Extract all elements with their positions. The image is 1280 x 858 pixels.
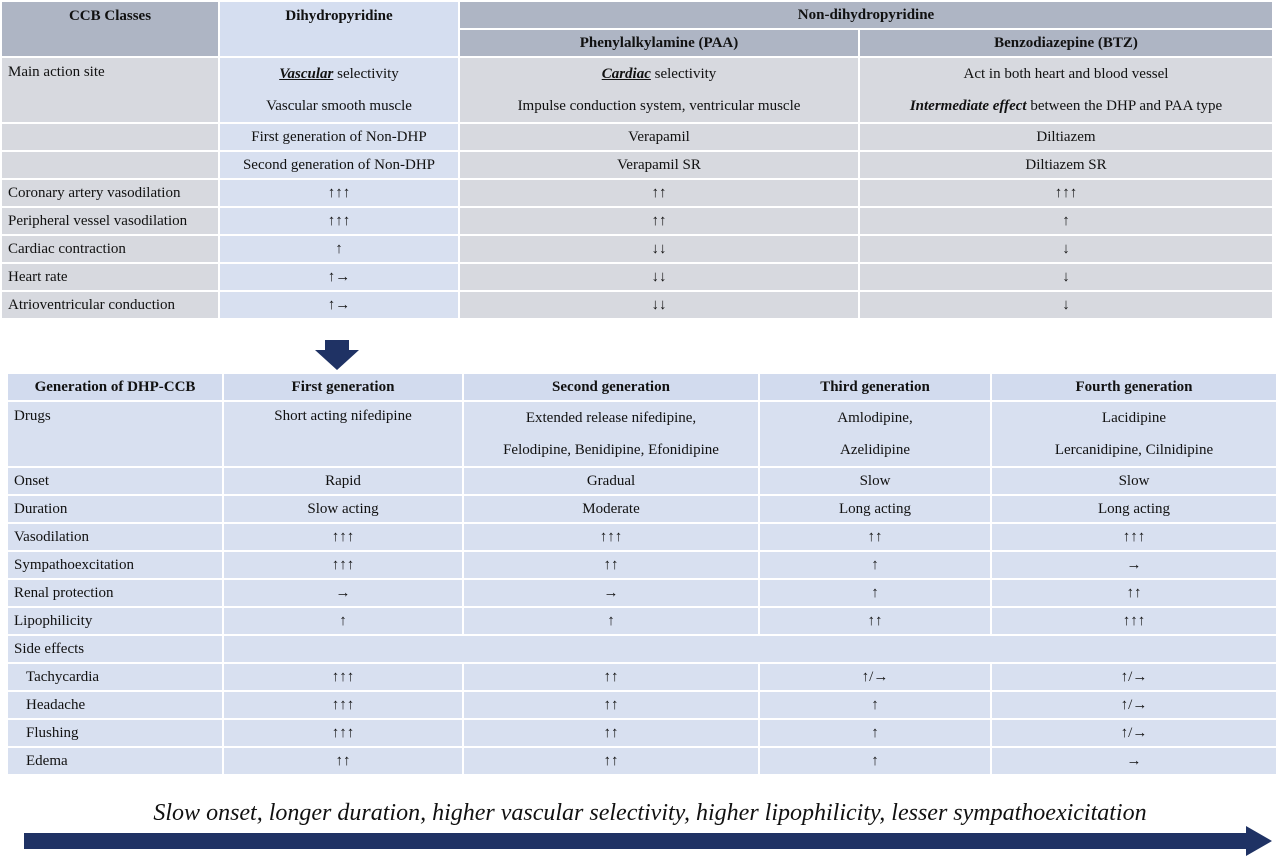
- g2-cell: ↑: [463, 607, 759, 635]
- g1-cell: ↑↑↑: [223, 719, 463, 747]
- table-row: [1, 291, 1273, 319]
- btz-cell: ↓: [859, 291, 1273, 319]
- row-label: Atrioventricular conduction: [1, 291, 219, 319]
- table-row: [7, 495, 1277, 523]
- dhp-generation-table: [6, 372, 1278, 776]
- g3-cell: ↑↑: [759, 523, 991, 551]
- dhp-cell: ↑→: [219, 291, 459, 319]
- g4-cell: ↑/→: [991, 663, 1277, 691]
- table-row: [7, 401, 1277, 467]
- table-row: [1, 123, 1273, 151]
- dhp-site-detail: Vascular smooth muscle: [266, 98, 412, 114]
- header-benzodiazepine: Benzodiazepine (BTZ): [859, 29, 1273, 57]
- g4-cell: ↑/→: [991, 691, 1277, 719]
- btz-cell: ↓: [859, 235, 1273, 263]
- dhp-site-text: selectivity: [333, 66, 399, 82]
- paa-site-text: selectivity: [650, 66, 717, 82]
- dhp-cell: ↑→: [219, 263, 459, 291]
- right-arrow-icon: [24, 826, 1274, 858]
- btz-site-text: Act in both heart and blood vessel: [963, 66, 1169, 82]
- paa-cell: ↓↓: [459, 291, 859, 319]
- g1-cell: ↑↑: [223, 747, 463, 775]
- g3-cell: Long acting: [759, 495, 991, 523]
- btz-cell: ↑: [859, 207, 1273, 235]
- table-row: [1, 179, 1273, 207]
- table-row: [7, 579, 1277, 607]
- g2-cell: Moderate: [463, 495, 759, 523]
- g4-cell: ↑↑↑: [991, 607, 1277, 635]
- table-row: [7, 467, 1277, 495]
- g3-drugs-line: Azelidipine: [840, 442, 910, 458]
- header-fourth-generation: Fourth generation: [991, 373, 1277, 401]
- btz-cell: ↑↑↑: [859, 179, 1273, 207]
- g4-cell: ↑↑↑: [991, 523, 1277, 551]
- btz-cell: Diltiazem: [859, 123, 1273, 151]
- g3-drugs: [759, 401, 991, 467]
- row-label: Lipophilicity: [7, 607, 223, 635]
- header-ccb-classes: CCB Classes: [1, 1, 219, 57]
- row-label: Flushing: [7, 719, 223, 747]
- g3-drugs-line: Amlodipine,: [837, 410, 913, 426]
- row-label: Peripheral vessel vasodilation: [1, 207, 219, 235]
- g1-cell: →: [223, 579, 463, 607]
- g1-cell: ↑↑↑: [223, 691, 463, 719]
- paa-cell: Verapamil: [459, 123, 859, 151]
- table-row: [7, 523, 1277, 551]
- g4-cell: ↑/→: [991, 719, 1277, 747]
- g2-cell: ↑↑: [463, 719, 759, 747]
- g2-drugs-line: Felodipine, Benidipine, Efonidipine: [503, 442, 719, 458]
- header-generation: Generation of DHP-CCB: [7, 373, 223, 401]
- g3-cell: ↑: [759, 551, 991, 579]
- paa-cell: ↑↑: [459, 207, 859, 235]
- side-effects-spacer: [223, 635, 1277, 663]
- row-label: Vasodilation: [7, 523, 223, 551]
- g2-cell: ↑↑: [463, 551, 759, 579]
- g1-cell: ↑↑↑: [223, 523, 463, 551]
- g3-cell: ↑↑: [759, 607, 991, 635]
- dhp-cell: First generation of Non-DHP: [219, 123, 459, 151]
- row-label: Main action site: [1, 57, 219, 123]
- g1-cell: ↑↑↑: [223, 551, 463, 579]
- btz-cell: Diltiazem SR: [859, 151, 1273, 179]
- table-row: [1, 207, 1273, 235]
- g3-cell: Slow: [759, 467, 991, 495]
- g2-cell: →: [463, 579, 759, 607]
- row-label: [1, 123, 219, 151]
- row-label: [1, 151, 219, 179]
- dhp-cell: ↑: [219, 235, 459, 263]
- dhp-cell: ↑↑↑: [219, 207, 459, 235]
- g4-cell: Slow: [991, 467, 1277, 495]
- btz-site-detail: between the DHP and PAA type: [1026, 98, 1223, 114]
- row-label: Edema: [7, 747, 223, 775]
- g1-cell: ↑↑↑: [223, 663, 463, 691]
- header-non-dihydropyridine: Non-dihydropyridine: [459, 1, 1273, 29]
- table-row: [1, 235, 1273, 263]
- g2-drugs-line: Extended release nifedipine,: [525, 410, 697, 426]
- g3-cell: ↑: [759, 691, 991, 719]
- summary-banner-text: Slow onset, longer duration, higher vascular selectivity, higher lipophilicity, lesser sympathoexicitation: [153, 800, 1147, 826]
- g4-drugs-line: Lercanidipine, Cilnidipine: [1054, 442, 1214, 458]
- paa-cell: ↓↓: [459, 263, 859, 291]
- row-label: Drugs: [7, 401, 223, 467]
- down-arrow-icon: [312, 340, 362, 372]
- intermediate-emphasis: Intermediate effect: [909, 98, 1027, 114]
- row-label: Heart rate: [1, 263, 219, 291]
- vascular-emphasis: Vascular: [279, 66, 334, 82]
- table-row: [7, 719, 1277, 747]
- g4-cell: Long acting: [991, 495, 1277, 523]
- btz-site-cell: [859, 57, 1273, 123]
- dhp-site-cell: [219, 57, 459, 123]
- table-row: [7, 607, 1277, 635]
- paa-site-cell: [459, 57, 859, 123]
- row-label: Sympathoexcitation: [7, 551, 223, 579]
- table-row: [1, 57, 1273, 123]
- header-dihydropyridine: Dihydropyridine: [219, 1, 459, 57]
- g1-drugs: Short acting nifedipine: [223, 401, 463, 467]
- row-label: Tachycardia: [7, 663, 223, 691]
- ccb-classes-table: [0, 0, 1274, 320]
- dhp-cell: ↑↑↑: [219, 179, 459, 207]
- btz-cell: ↓: [859, 263, 1273, 291]
- row-label: Headache: [7, 691, 223, 719]
- g2-cell: ↑↑: [463, 747, 759, 775]
- row-label: Coronary artery vasodilation: [1, 179, 219, 207]
- g1-cell: Slow acting: [223, 495, 463, 523]
- table-row: [1, 263, 1273, 291]
- paa-cell: ↓↓: [459, 235, 859, 263]
- header-first-generation: First generation: [223, 373, 463, 401]
- side-effects-label: Side effects: [7, 635, 223, 663]
- paa-cell: Verapamil SR: [459, 151, 859, 179]
- row-label: Duration: [7, 495, 223, 523]
- row-label: Cardiac contraction: [1, 235, 219, 263]
- g2-cell: Gradual: [463, 467, 759, 495]
- g3-cell: ↑: [759, 747, 991, 775]
- g4-cell: →: [991, 747, 1277, 775]
- g2-cell: ↑↑: [463, 691, 759, 719]
- g4-cell: →: [991, 551, 1277, 579]
- g3-cell: ↑/→: [759, 663, 991, 691]
- g2-cell: ↑↑↑: [463, 523, 759, 551]
- row-label: Onset: [7, 467, 223, 495]
- row-label: Renal protection: [7, 579, 223, 607]
- table-row: [1, 151, 1273, 179]
- g3-cell: ↑: [759, 579, 991, 607]
- g1-cell: Rapid: [223, 467, 463, 495]
- g2-drugs: [463, 401, 759, 467]
- g3-cell: ↑: [759, 719, 991, 747]
- g4-cell: ↑↑: [991, 579, 1277, 607]
- g4-drugs: [991, 401, 1277, 467]
- cardiac-emphasis: Cardiac: [601, 66, 651, 82]
- table-row: [7, 663, 1277, 691]
- header-third-generation: Third generation: [759, 373, 991, 401]
- table-row: [7, 691, 1277, 719]
- header-phenylalkylamine: Phenylalkylamine (PAA): [459, 29, 859, 57]
- dhp-cell: Second generation of Non-DHP: [219, 151, 459, 179]
- table-row: [7, 551, 1277, 579]
- table-row: [7, 635, 1277, 663]
- g4-drugs-line: Lacidipine: [1101, 410, 1167, 426]
- g2-cell: ↑↑: [463, 663, 759, 691]
- g1-cell: ↑: [223, 607, 463, 635]
- table-row: [7, 747, 1277, 775]
- header-second-generation: Second generation: [463, 373, 759, 401]
- paa-site-detail: Impulse conduction system, ventricular muscle: [517, 98, 801, 114]
- paa-cell: ↑↑: [459, 179, 859, 207]
